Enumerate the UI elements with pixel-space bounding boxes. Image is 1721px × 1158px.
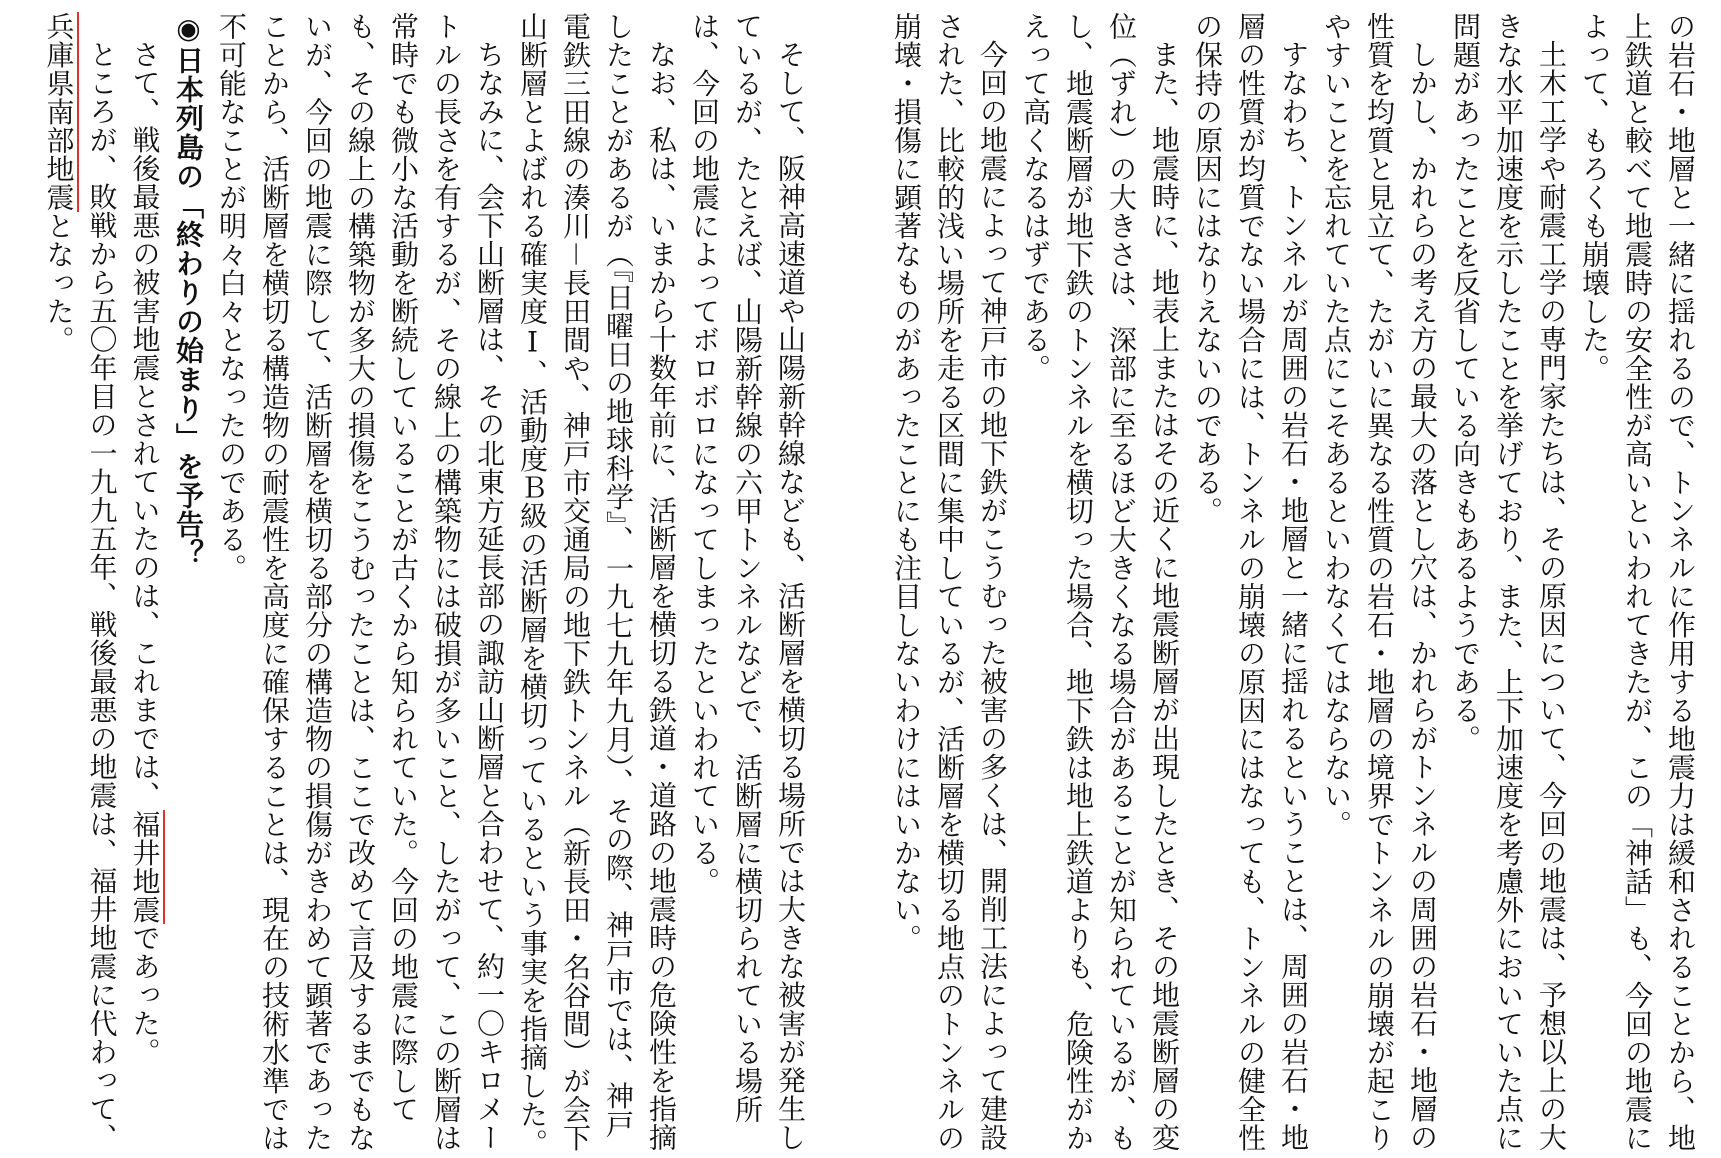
paragraph: の岩石・地層と一緒に揺れるので、トンネルに作用する地震力は緩和されることから、地上鉄道と較べて地震時の安全性が高いといわれてきたが、この「神話」も、今回の地震によって、もろくも崩壊した。 [1578, 12, 1697, 1152]
heading-part2: 「終わりの始まり」を予告？ [172, 191, 205, 568]
paragraph: ところが、敗戦から五〇年目の一九九五年、戦後最悪の地震は、福井地震に代わって、兵庫県南部地震となった。 [42, 12, 119, 1152]
paragraph: そして、阪神高速道や山陽新幹線なども、活断層を横切る場所では大きな被害が発生しているが、たとえば、山陽新幹線の六甲トンネルなどで、活断層に横切られている場所は、今回の地震によってボロボロになってしまったといわれている。 [688, 12, 807, 1152]
paragraph: さて、戦後最悪の被害地震とされていたのは、これまでは、福井地震であった。 [124, 12, 167, 1158]
left-page [22, 0, 812, 1158]
highlighted-term: 部地震 [43, 126, 79, 212]
highlighted-term: 兵庫県南 [43, 12, 79, 126]
highlighted-term: 福井地震 [129, 810, 165, 924]
paragraph: 今回の地震によって神戸市の地下鉄がこうむった被害の多くは、開削工法によって建設された、比較的浅い場所を走る区間に集中しているが、活断層を横切る地点のトンネルの崩壊・損傷に顕著なものがあったことにも注目しないわけにはいかない。 [890, 12, 1009, 1152]
paragraph: すなわち、トンネルが周囲の岩石・地層と一緒に揺れるということは、周囲の岩石・地層の性質が均質でない場合には、トンネルの崩壊の原因にはなっても、トンネルの健全性の保持の原因にはなりえないのである。 [1191, 12, 1310, 1152]
section-heading [167, 12, 211, 1158]
paragraph: しかし、かれらの考え方の最大の落とし穴は、かれらがトンネルの周囲の岩石・地層の性質を均質と見立て、たがいに異なる性質の岩石・地層の境界でトンネルの崩壊が起こりやすいことを忘れていた点にこそあるといわなくてはならない。 [1320, 12, 1439, 1152]
paragraph: 土木工学や耐震工学の専門家たちは、その原因について、今回の地震は、予想以上の大きな水平加速度を示したことを挙げており、また、上下加速度を考慮外においていた点に問題があったことを反省している向きもあるようである。 [1449, 12, 1568, 1152]
paragraph: また、地震時に、地表上またはその近くに地震断層が出現したとき、その地震断層の変位（ずれ）の大きさは、深部に至るほど大きくなる場合があることが知られているが、もし、地震断層が地下鉄のトンネルを横切った場合、地下鉄は地上鉄道よりも、危険性がかえって高くなるはずである。 [1019, 12, 1181, 1152]
bullet-icon: ◉ [172, 12, 205, 46]
right-page [890, 0, 1702, 1158]
paragraph: ちなみに、会下山断層は、その北東方延長部の諏訪山断層と合わせて、約一〇キロメートルの長さを有するが、その線上の構築物には破損が多いこと、したがって、この断層は常時でも微小な活動を断続していることが古くから知られていた。今回の地震に際しても、その線上の構築物が多大の損傷をこうむったことは、ここで改めて言及するまでもないが、今回の地震に際して、活断層を横切る部分の構造物の損傷がきわめて顕著であったことから、活断層を横切る構造物の耐震性を高度に確保することは、現在の技術水準では不可能なことが明々白々となったのである。 [215, 12, 506, 1152]
heading-part1: 日本列島の [172, 46, 205, 191]
paragraph: なお、私は、いまから十数年前に、活断層を横切る鉄道・道路の地震時の危険性を指摘したことがあるが（『日曜日の地球科学』、一九七九年九月）、その際、神戸市では、神戸電鉄三田線の湊川－長田間や、神戸市交通局の地下鉄トンネル（新長田・名谷間）が会下山断層とよばれる確実度Ⅰ、活動度Ｂ級の活断層を横切っているという事実を指摘した。 [516, 12, 678, 1157]
